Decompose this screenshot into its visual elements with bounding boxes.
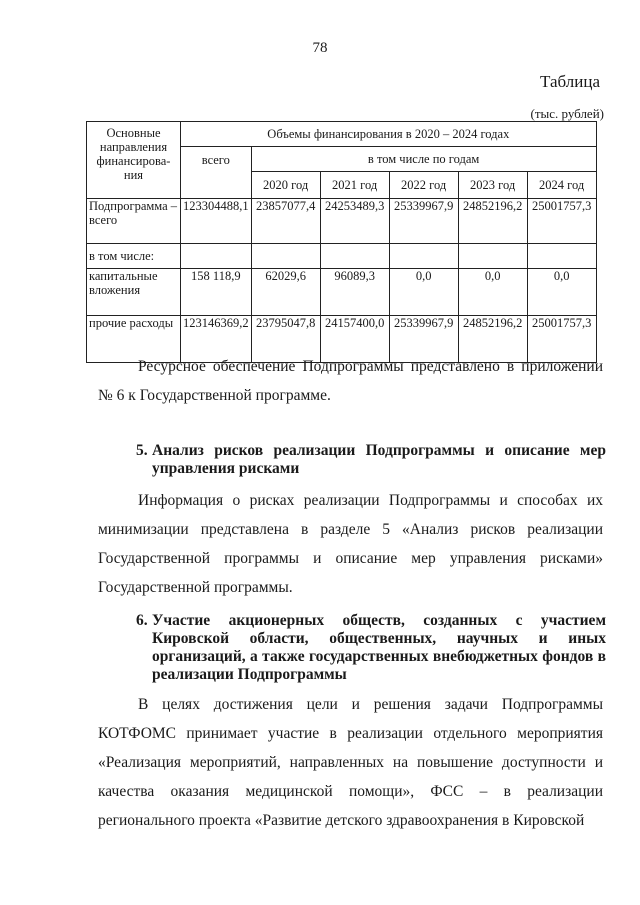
section-5-number: 5. [136, 442, 148, 459]
header-year: 2023 год [458, 172, 527, 199]
table-row [87, 199, 597, 244]
cell-value: 25339967,9 [389, 199, 458, 244]
section-6-text: В целях достижения цели и решения задачи Подпрограммы КОТФОМС принимает участие в реализации отдельного мероприятия «Реализация мероприятий, направленных на повышение доступности и качества оказания медицинской помощи», ФСС – в реализации регионального проекта «Развитие детского здравоохранения в Кировской [98, 696, 603, 829]
table-label: Таблица [540, 72, 600, 91]
cell-value: 25001757,3 [527, 316, 596, 363]
cell-value: 0,0 [527, 269, 596, 316]
financing-table [86, 121, 597, 363]
cell-value: 24852196,2 [458, 199, 527, 244]
cell-value: 24253489,3 [320, 199, 389, 244]
cell-value: 25001757,3 [527, 199, 596, 244]
row-label: капитальные вложения [87, 269, 181, 316]
cell-value: 0,0 [389, 269, 458, 316]
table-units: (тыс. рублей) [530, 106, 604, 121]
cell-value: 24852196,2 [458, 316, 527, 363]
header-year: 2022 год [389, 172, 458, 199]
section-6-title: Участие акционерных обществ, созданных с участием Кировской области, общественных, научных и иных организаций, а также государственных внебюджетных фондов в реализации Подпрограммы [152, 612, 606, 683]
header-total: всего [181, 147, 252, 199]
table-row [87, 244, 597, 269]
section-6-number: 6. [136, 612, 148, 629]
cell-value: 25339967,9 [389, 316, 458, 363]
row-label: Подпрограмма – всего [87, 199, 181, 244]
table-header-row-1 [87, 122, 597, 147]
section-6-heading [136, 612, 606, 684]
cell-value: 0,0 [458, 269, 527, 316]
header-year: 2024 год [527, 172, 596, 199]
header-year: 2020 год [251, 172, 320, 199]
header-year: 2021 год [320, 172, 389, 199]
resources-paragraph: Ресурсное обеспечение Подпрограммы представлено в приложении № 6 к Государственной программе. [98, 358, 603, 404]
header-direction: Основные направления финансирова-ния [87, 122, 181, 199]
cell-value: 96089,3 [320, 269, 389, 316]
cell-total: 123304488,1 [181, 199, 252, 244]
cell-value: 24157400,0 [320, 316, 389, 363]
section-5-text: Информация о рисках реализации Подпрограммы и способах их минимизации представлена в разделе 5 «Анализ рисков реализации Государственной программы и описание мер управления рисками» Государственной программы. [98, 492, 603, 596]
page-number: 78 [312, 40, 328, 56]
cell-value: 23795047,8 [251, 316, 320, 363]
cell-total: 158 118,9 [181, 269, 252, 316]
cell-total: 123146369,2 [181, 316, 252, 363]
cell-value: 23857077,4 [251, 199, 320, 244]
cell-value: 62029,6 [251, 269, 320, 316]
section-5-title: Анализ рисков реализации Подпрограммы и описание мер управления рисками [152, 442, 606, 477]
section-5-heading [136, 442, 606, 478]
row-label: прочие расходы [87, 316, 181, 363]
header-volumes: Объемы финансирования в 2020 – 2024 годах [181, 122, 597, 147]
row-label: в том числе: [87, 244, 181, 269]
table-row [87, 269, 597, 316]
header-by-years: в том числе по годам [251, 147, 596, 172]
